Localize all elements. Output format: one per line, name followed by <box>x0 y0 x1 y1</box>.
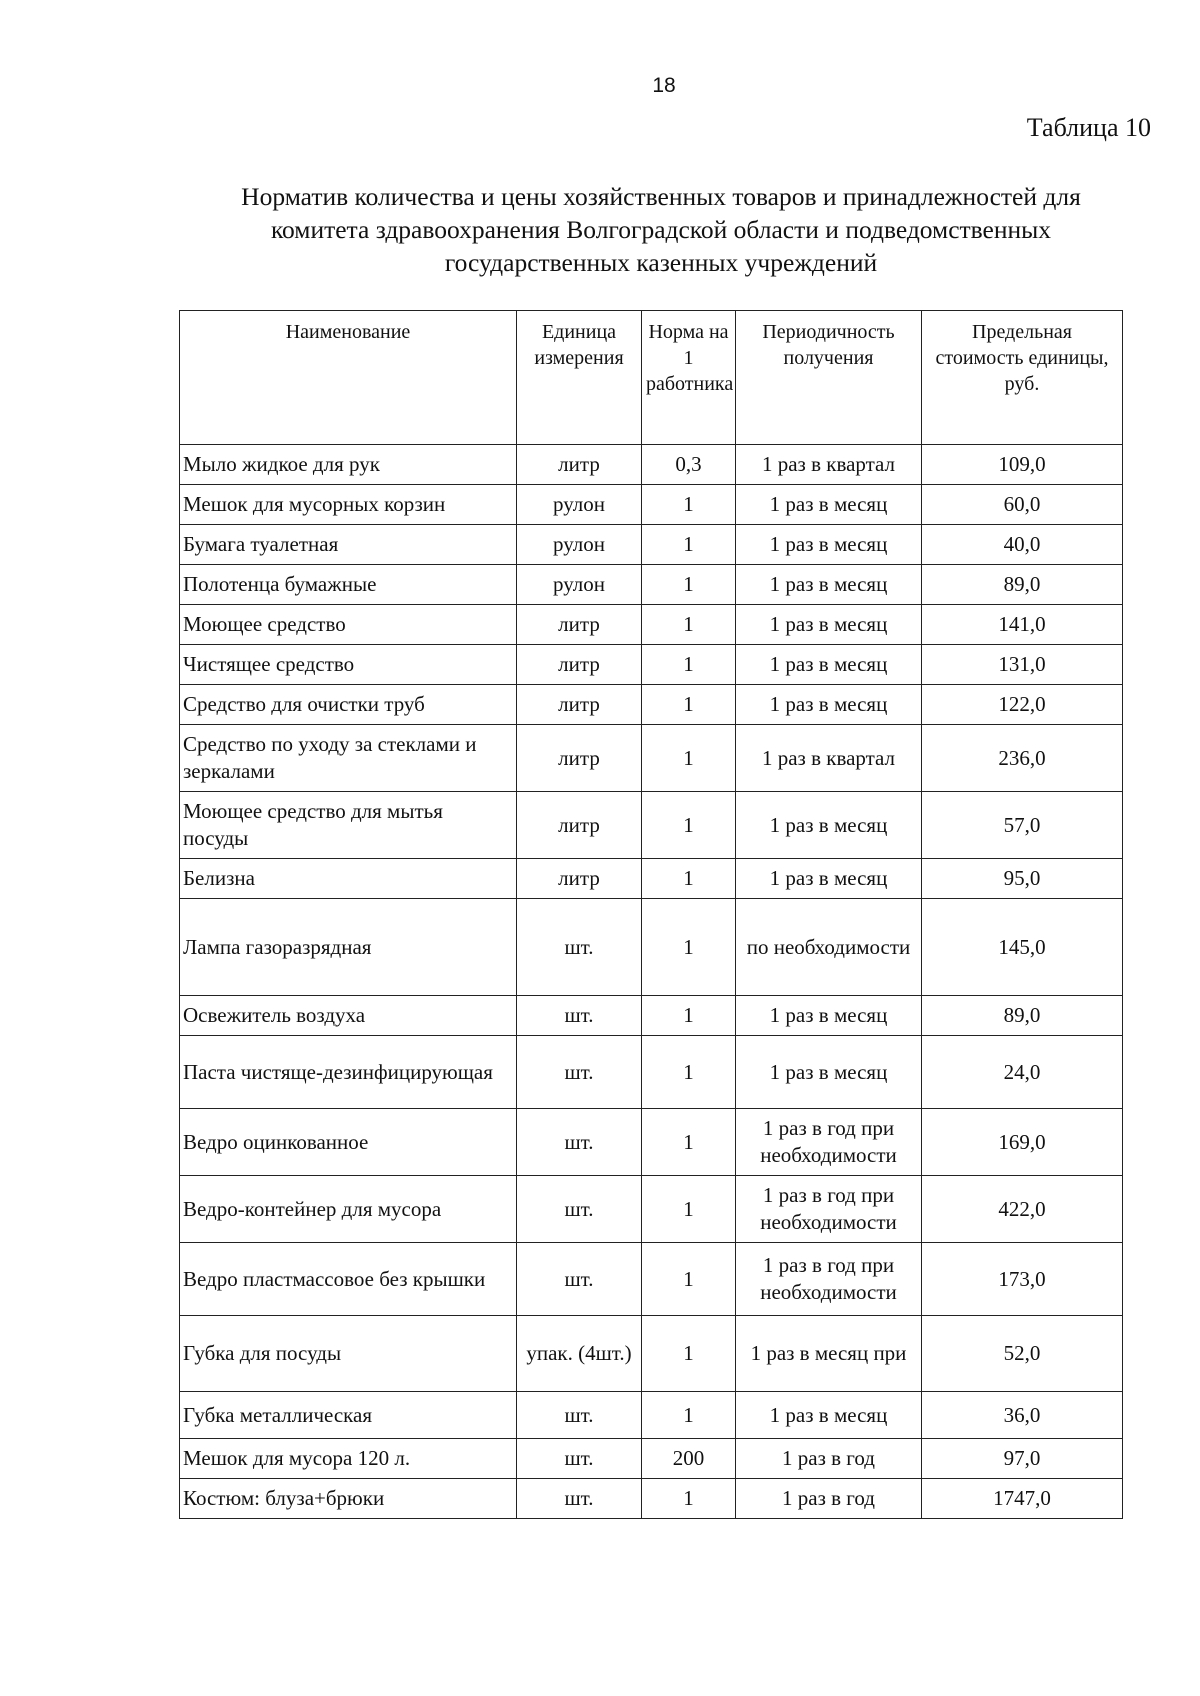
cell-price: 60,0 <box>922 485 1123 525</box>
cell-norm: 1 <box>642 1392 736 1439</box>
title-line: комитета здравоохранения Волгоградской области и подведомственных <box>270 215 1052 244</box>
table-row <box>180 1392 1123 1439</box>
cell-unit: шт. <box>517 1243 642 1316</box>
cell-norm: 1 <box>642 1479 736 1519</box>
header-norm: Норма на 1 работника <box>642 311 736 445</box>
table-row <box>180 1109 1123 1176</box>
cell-norm: 1 <box>642 899 736 996</box>
cell-periodicity: 1 раз в месяц <box>736 605 922 645</box>
cell-unit: шт. <box>517 1109 642 1176</box>
cell-price: 109,0 <box>922 445 1123 485</box>
table-row <box>180 1479 1123 1519</box>
cell-periodicity: 1 раз в год <box>736 1479 922 1519</box>
cell-norm: 1 <box>642 1036 736 1109</box>
cell-periodicity: 1 раз в год при необходимости <box>736 1109 922 1176</box>
cell-norm: 1 <box>642 1316 736 1392</box>
cell-price: 422,0 <box>922 1176 1123 1243</box>
header-price: Предельная стоимость единицы, руб. <box>922 311 1123 445</box>
document-title <box>180 180 1142 279</box>
table-row <box>180 859 1123 899</box>
cell-unit: шт. <box>517 1439 642 1479</box>
header-periodicity: Периодичность получения <box>736 311 922 445</box>
cell-name: Мешок для мусора 120 л. <box>180 1439 517 1479</box>
cell-price: 173,0 <box>922 1243 1123 1316</box>
table-row <box>180 445 1123 485</box>
cell-unit: литр <box>517 859 642 899</box>
cell-periodicity: 1 раз в месяц при <box>736 1316 922 1392</box>
cell-price: 97,0 <box>922 1439 1123 1479</box>
cell-periodicity: 1 раз в месяц <box>736 525 922 565</box>
cell-periodicity: 1 раз в год при необходимости <box>736 1243 922 1316</box>
table-row <box>180 685 1123 725</box>
cell-price: 24,0 <box>922 1036 1123 1109</box>
cell-periodicity: 1 раз в месяц <box>736 1036 922 1109</box>
cell-name: Ведро оцинкованное <box>180 1109 517 1176</box>
cell-price: 89,0 <box>922 996 1123 1036</box>
cell-name: Средство для очистки труб <box>180 685 517 725</box>
cell-norm: 1 <box>642 792 736 859</box>
cell-unit: упак. (4шт.) <box>517 1316 642 1392</box>
table-row <box>180 1243 1123 1316</box>
cell-unit: литр <box>517 445 642 485</box>
cell-unit: литр <box>517 792 642 859</box>
table-row <box>180 996 1123 1036</box>
cell-norm: 1 <box>642 645 736 685</box>
cell-periodicity: по необходимости <box>736 899 922 996</box>
cell-name: Полотенца бумажные <box>180 565 517 605</box>
cell-unit: рулон <box>517 525 642 565</box>
cell-unit: шт. <box>517 899 642 996</box>
table-row <box>180 792 1123 859</box>
cell-price: 1747,0 <box>922 1479 1123 1519</box>
cell-periodicity: 1 раз в квартал <box>736 725 922 792</box>
cell-periodicity: 1 раз в квартал <box>736 445 922 485</box>
cell-unit: рулон <box>517 565 642 605</box>
cell-norm: 1 <box>642 605 736 645</box>
table-row <box>180 1036 1123 1109</box>
cell-name: Ведро-контейнер для мусора <box>180 1176 517 1243</box>
cell-norm: 1 <box>642 859 736 899</box>
cell-name: Мыло жидкое для рук <box>180 445 517 485</box>
cell-price: 40,0 <box>922 525 1123 565</box>
cell-name: Моющее средство для мытья посуды <box>180 792 517 859</box>
cell-name: Освежитель воздуха <box>180 996 517 1036</box>
cell-unit: рулон <box>517 485 642 525</box>
cell-periodicity: 1 раз в месяц <box>736 792 922 859</box>
title-line: государственных казенных учреждений <box>444 248 878 277</box>
cell-norm: 1 <box>642 485 736 525</box>
cell-unit: литр <box>517 725 642 792</box>
cell-periodicity: 1 раз в месяц <box>736 996 922 1036</box>
cell-price: 122,0 <box>922 685 1123 725</box>
cell-price: 131,0 <box>922 645 1123 685</box>
table-body <box>180 445 1123 1519</box>
cell-periodicity: 1 раз в год <box>736 1439 922 1479</box>
table-label: Таблица 10 <box>1026 113 1151 142</box>
cell-name: Губка для посуды <box>180 1316 517 1392</box>
cell-norm: 1 <box>642 525 736 565</box>
cell-periodicity: 1 раз в месяц <box>736 645 922 685</box>
cell-norm: 1 <box>642 565 736 605</box>
cell-name: Лампа газоразрядная <box>180 899 517 996</box>
cell-unit: шт. <box>517 1036 642 1109</box>
table-row <box>180 485 1123 525</box>
cell-periodicity: 1 раз в месяц <box>736 565 922 605</box>
cell-name: Ведро пластмассовое без крышки <box>180 1243 517 1316</box>
cell-unit: шт. <box>517 1176 642 1243</box>
cell-name: Чистящее средство <box>180 645 517 685</box>
cell-price: 95,0 <box>922 859 1123 899</box>
title-line: Норматив количества и цены хозяйственных товаров и принадлежностей для <box>241 182 1081 211</box>
table-row <box>180 565 1123 605</box>
table-row <box>180 645 1123 685</box>
cell-unit: литр <box>517 605 642 645</box>
cell-norm: 1 <box>642 1243 736 1316</box>
cell-price: 141,0 <box>922 605 1123 645</box>
cell-price: 169,0 <box>922 1109 1123 1176</box>
cell-name: Белизна <box>180 859 517 899</box>
cell-norm: 1 <box>642 996 736 1036</box>
cell-norm: 1 <box>642 725 736 792</box>
cell-norm: 1 <box>642 685 736 725</box>
table-row <box>180 899 1123 996</box>
table-row <box>180 725 1123 792</box>
table-row <box>180 1316 1123 1392</box>
cell-periodicity: 1 раз в месяц <box>736 1392 922 1439</box>
cell-price: 36,0 <box>922 1392 1123 1439</box>
cell-unit: шт. <box>517 1479 642 1519</box>
cell-unit: шт. <box>517 1392 642 1439</box>
cell-periodicity: 1 раз в месяц <box>736 685 922 725</box>
cell-name: Моющее средство <box>180 605 517 645</box>
table-row <box>180 525 1123 565</box>
table-row <box>180 1176 1123 1243</box>
cell-name: Средство по уходу за стеклами и зеркалами <box>180 725 517 792</box>
cell-norm: 0,3 <box>642 445 736 485</box>
cell-norm: 200 <box>642 1439 736 1479</box>
page-number: 18 <box>652 74 676 97</box>
table-header-row <box>180 311 1123 445</box>
cell-price: 89,0 <box>922 565 1123 605</box>
cell-unit: литр <box>517 685 642 725</box>
header-unit: Единица измерения <box>517 311 642 445</box>
cell-price: 236,0 <box>922 725 1123 792</box>
cell-name: Костюм: блуза+брюки <box>180 1479 517 1519</box>
cell-price: 52,0 <box>922 1316 1123 1392</box>
norms-table <box>179 310 1123 1519</box>
table-row <box>180 605 1123 645</box>
cell-unit: шт. <box>517 996 642 1036</box>
cell-price: 57,0 <box>922 792 1123 859</box>
cell-name: Мешок для мусорных корзин <box>180 485 517 525</box>
cell-periodicity: 1 раз в год при необходимости <box>736 1176 922 1243</box>
cell-price: 145,0 <box>922 899 1123 996</box>
cell-unit: литр <box>517 645 642 685</box>
table-row <box>180 1439 1123 1479</box>
cell-name: Губка металлическая <box>180 1392 517 1439</box>
cell-periodicity: 1 раз в месяц <box>736 485 922 525</box>
header-name: Наименование <box>180 311 517 445</box>
cell-norm: 1 <box>642 1109 736 1176</box>
cell-periodicity: 1 раз в месяц <box>736 859 922 899</box>
cell-name: Бумага туалетная <box>180 525 517 565</box>
cell-norm: 1 <box>642 1176 736 1243</box>
cell-name: Паста чистяще-дезинфицирующая <box>180 1036 517 1109</box>
